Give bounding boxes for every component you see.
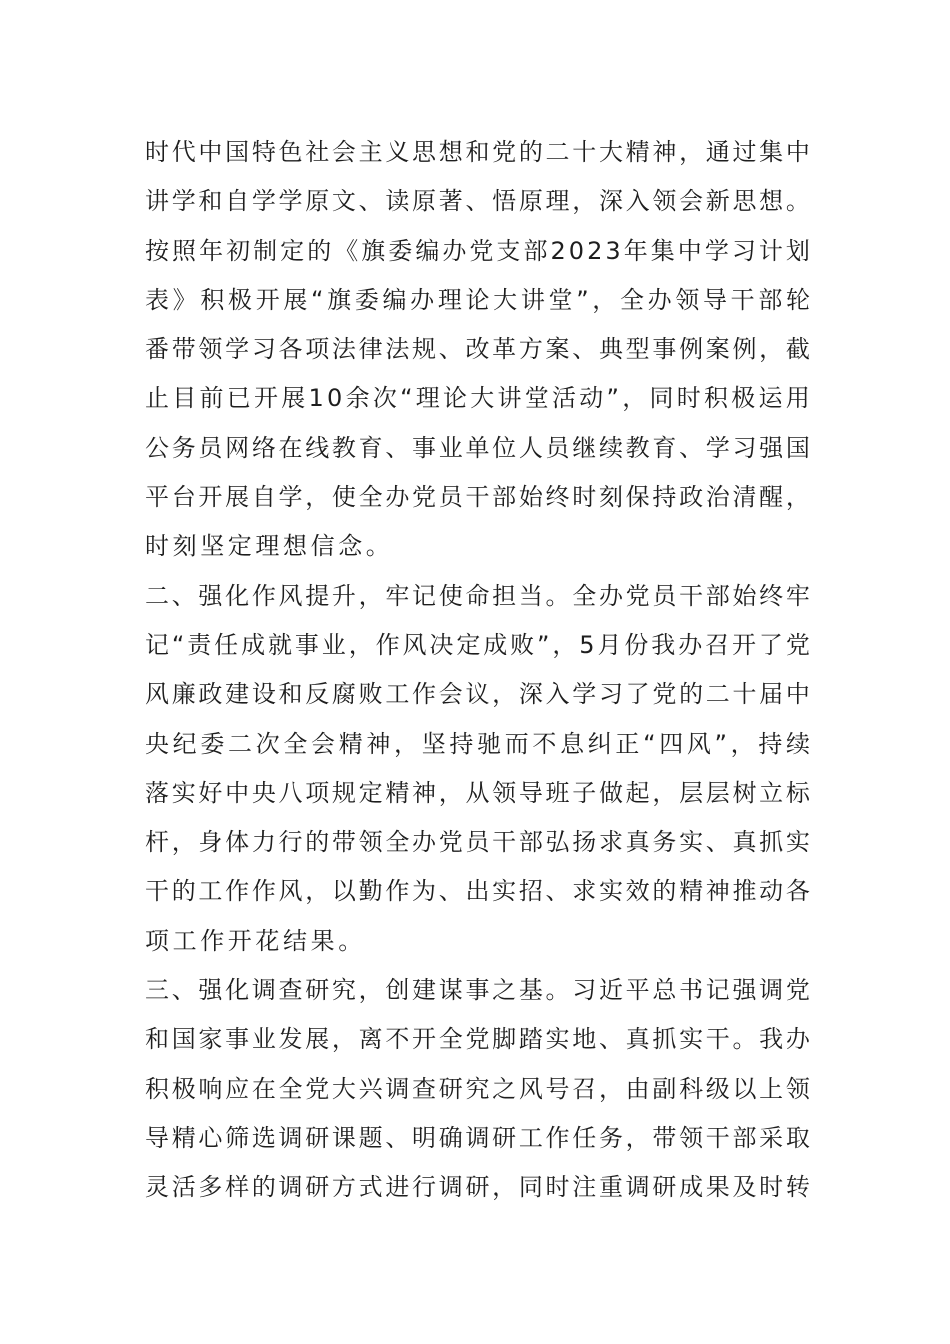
text-line: 三 、 强 化 调 查 研 究 ， 创 建 谋 事 之 基 。 习 近 平 总 书 记 强 调 党	[145, 976, 810, 1005]
text-line: 和 国 家 事 业 发 展 ， 离 不 开 全 党 脚 踏 实 地 、 真 抓 实 干 。 我 办	[145, 1025, 810, 1054]
text-line: 记 “ 责 任 成 就 事 业 ， 作 风 决 定 成 败 ” ， 5 月 份 我 办 召 开 了 党	[145, 630, 810, 659]
text-line: 风 廉 政 建 设 和 反 腐 败 工 作 会 议 ， 深 入 学 习 了 党 的 二 十 届 中	[145, 680, 810, 709]
text-line: 二 、 强 化 作 风 提 升 ， 牢 记 使 命 担 当 。 全 办 党 员 干 部 始 终 牢	[145, 581, 810, 610]
text-line: 央 纪 委 二 次 全 会 精 神 ， 坚 持 驰 而 不 息 纠 正 “ 四 风 ” ， 持 续	[145, 729, 810, 758]
text-line: 落 实 好 中 央 八 项 规 定 精 神 ， 从 领 导 班 子 做 起 ， 层 层 树 立 标	[145, 778, 810, 807]
text-line: 平 台 开 展 自 学 ， 使 全 办 党 员 干 部 始 终 时 刻 保 持 政 治 清 醒 ，	[145, 483, 810, 512]
text-line: 公 务 员 网 络 在 线 教 育 、 事 业 单 位 人 员 继 续 教 育 、 学 习 强 国	[145, 433, 810, 462]
text-line: 表 》 积 极 开 展 “ 旗 委 编 办 理 论 大 讲 堂 ” ， 全 办 领 导 干 部 轮	[145, 285, 810, 314]
text-line: 灵 活 多 样 的 调 研 方 式 进 行 调 研 ， 同 时 注 重 调 研 成 果 及 时 转	[145, 1173, 810, 1202]
text-line: 项工作开花结果。	[145, 926, 366, 955]
text-line: 番 带 领 学 习 各 项 法 律 法 规 、 改 革 方 案 、 典 型 事 例 案 例 ， 截	[145, 335, 810, 364]
text-line: 杆 ， 身 体 力 行 的 带 领 全 办 党 员 干 部 弘 扬 求 真 务 实 、 真 抓 实	[145, 828, 810, 857]
body-text	[145, 128, 810, 1213]
text-line: 讲 学 和 自 学 学 原 文 、 读 原 著 、 悟 原 理 ， 深 入 领 会 新 思 想 。	[145, 187, 810, 216]
text-line: 导 精 心 筛 选 调 研 课 题 、 明 确 调 研 工 作 任 务 ， 带 领 干 部 采 取	[145, 1123, 810, 1152]
text-line: 时 代 中 国 特 色 社 会 主 义 思 想 和 党 的 二 十 大 精 神 ， 通 过 集 中	[145, 138, 810, 166]
text-line: 干 的 工 作 作 风 ， 以 勤 作 为 、 出 实 招 、 求 实 效 的 精 神 推 动 各	[145, 877, 810, 906]
text-line: 按 照 年 初 制 定 的 《 旗 委 编 办 党 支 部 2 0 2 3 年 集 中 学 习 计 划	[145, 236, 810, 265]
text-line: 止 目 前 已 开 展 1 0 余 次 “ 理 论 大 讲 堂 活 动 ” ， 同 时 积 极 运 用	[145, 384, 810, 413]
text-line: 积 极 响 应 在 全 党 大 兴 调 查 研 究 之 风 号 召 ， 由 副 科 级 以 上 领	[145, 1074, 810, 1103]
text-line: 时刻坚定理想信念。	[145, 532, 394, 561]
